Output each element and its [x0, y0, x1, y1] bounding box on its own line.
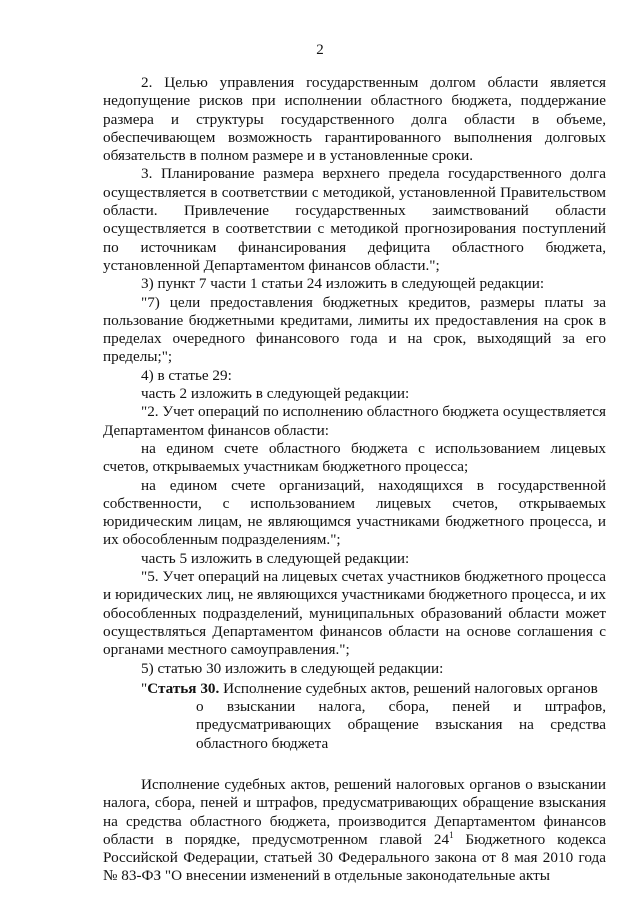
paragraph-goal: 2. Целью управления государственным долгом области является недопущение рисков при исполнении областного бюджета, поддержание размера и структуры государственного долга области в объеме, обеспечивающем возможность гарантированного выполнения долговых обязательств в полном размере и в установленные сроки.	[103, 74, 606, 165]
paragraph-accounting-5: "5. Учет операций на лицевых счетах участников бюджетного процесса и юридических лиц, не являющихся участниками бюджетного процесса, и их обособленных подразделений, муниципальных образований области может осуществляться Департаментом финансов области на основе соглашения с органами местного самоуправления.";	[103, 568, 606, 659]
final-text: Исполнение судебных актов, решений налоговых органов о взыскании налога, сбора, пеней и штрафов, предусматривающих обращение взыскания на средства областного бюджета, производится Департаментом финансов области в порядке, предусмотренном главой 24	[103, 775, 606, 848]
paragraph-item-7: "7) цели предоставления бюджетных кредитов, размеры платы за пользование бюджетными кредитами, лимиты их предоставления на срок в пределах очередного финансового года и на срок, выходящий за его пределы;";	[103, 293, 606, 366]
final-text-continued: Бюджетного кодекса Российской Федерации, статьей 30 Федерального закона от 8 мая 2010 года № 83-ФЗ "О внесении изменений в отдельные законодательные акты	[103, 830, 606, 885]
article-title-line1: Исполнение судебных актов, решений налоговых органов	[223, 679, 598, 697]
page-number: 2	[316, 42, 324, 58]
document-body	[103, 74, 606, 886]
paragraph-final	[103, 776, 606, 886]
paragraph-part-2: часть 2 изложить в следующей редакции:	[141, 385, 410, 403]
article-heading	[141, 680, 606, 698]
article-number: Статья 30.	[147, 679, 220, 697]
paragraph-planning: 3. Планирование размера верхнего предела государственного долга осуществляется в соответствии с методикой, установленной Правительством области. Привлечение государственных заимствований области осуществляется в соответствии с методикой прогнозирования поступлений по источникам финансирования дефицита областного бюджета, установленной Департаментом финансов области.";	[103, 165, 606, 274]
paragraph-item-5: 5) статью 30 изложить в следующей редакции:	[141, 659, 444, 677]
paragraph-item-4: 4) в статье 29:	[141, 366, 232, 384]
chapter-superscript: 1	[449, 829, 454, 840]
article-title-rest: о взыскании налога, сбора, пеней и штрафов, предусматривающих обращение взыскания на средства областного бюджета	[196, 698, 606, 752]
paragraph-single-account-organizations: на едином счете организаций, находящихся в государственной собственности, с использованием лицевых счетов, открываемых юридическим лицам, не являющимся участниками бюджетного процесса, и их обособленным подразделениям.";	[103, 476, 606, 549]
spacer	[103, 753, 606, 776]
paragraph-item-3: 3) пункт 7 части 1 статьи 24 изложить в следующей редакции:	[141, 275, 545, 293]
paragraph-single-account-budget: на едином счете областного бюджета с использованием лицевых счетов, открываемых участникам бюджетного процесса;	[103, 439, 606, 476]
paragraph-part-5: часть 5 изложить в следующей редакции:	[141, 549, 410, 567]
paragraph-accounting: "2. Учет операций по исполнению областного бюджета осуществляется Департаментом финансов области:	[103, 403, 606, 439]
article-open-quote: "	[141, 679, 148, 697]
